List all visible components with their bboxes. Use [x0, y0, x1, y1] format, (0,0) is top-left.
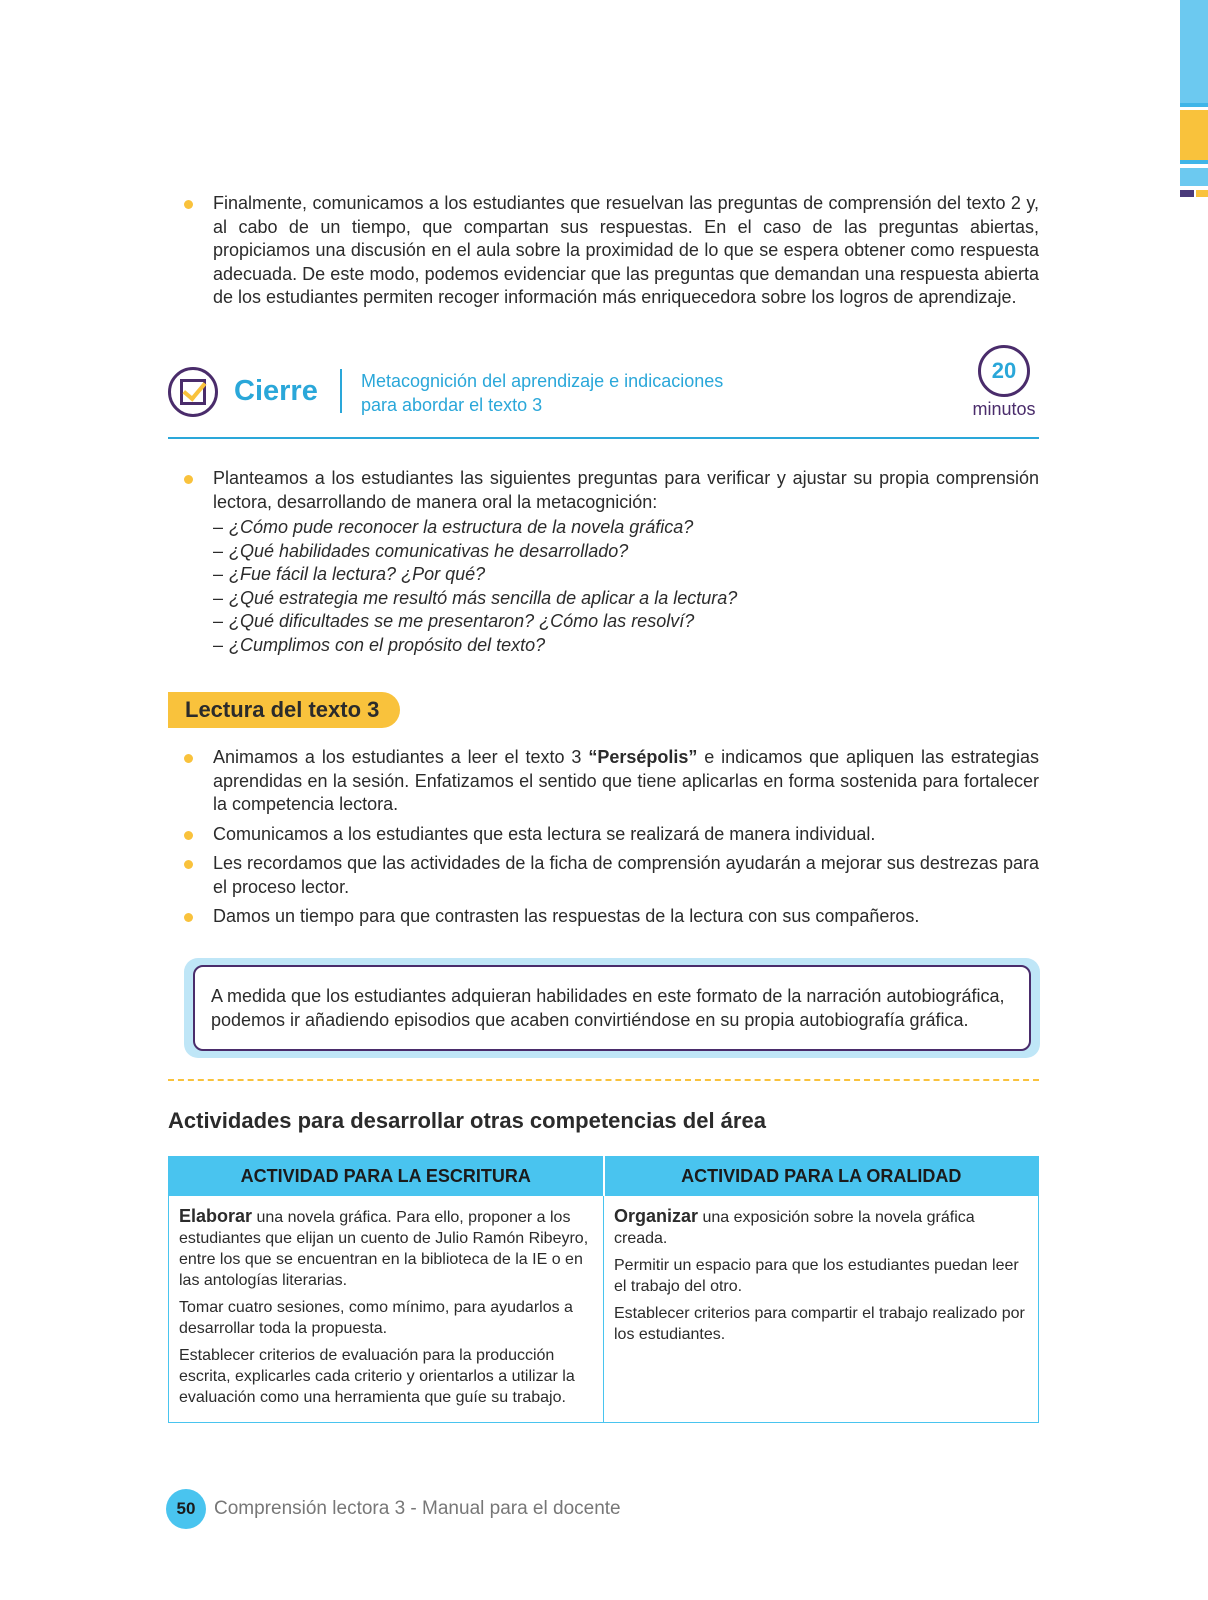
- intro-section: [168, 192, 1039, 316]
- table-cell-escritura: [169, 1196, 604, 1423]
- cierre-header: [168, 345, 1039, 441]
- cell-paragraph: Establecer criterios de evaluación para la producción escrita, explicarles cada criterio y orientarlos a utilizar la evaluación como una herramienta que guíe su trabajo.: [179, 1347, 575, 1406]
- text-title: “Persépolis”: [588, 747, 698, 767]
- table-row: [169, 1196, 1039, 1423]
- edge-tab-blue: [1180, 168, 1208, 186]
- timer: [969, 345, 1039, 420]
- question-item: – ¿Qué dificultades se me presentaron? ¿Cómo las resolví?: [213, 611, 695, 631]
- cierre-subtitle: [361, 369, 723, 417]
- cierre-title: Cierre: [234, 375, 318, 407]
- page-number: 50: [166, 1489, 206, 1529]
- intro-paragraph: Finalmente, comunicamos a los estudiantes que resuelvan las preguntas de comprensión del texto 2 y, al cabo de un tiempo, que compartan sus respuestas. En el caso de las preguntas abiertas, propiciamos una discusión en el aula sobre la proximidad de lo que se espera obtener como respuesta adecuada. De este modo, podemos evidenciar que las preguntas que demandan una respuesta abierta de los estudiantes permiten recoger información más enriquecedora sobre los logros de aprendizaje.: [168, 192, 1039, 310]
- cierre-underline: [168, 437, 1039, 439]
- intro-list: [168, 192, 1039, 310]
- edge-stripe: [1180, 103, 1208, 107]
- lectura-item: Les recordamos que las actividades de la ficha de comprensión ayudarán a mejorar sus destrezas para el proceso lector.: [168, 852, 1039, 899]
- cell-paragraph: Permitir un espacio para que los estudiantes puedan leer el trabajo del otro.: [614, 1257, 1019, 1295]
- table-header-cell: ACTIVIDAD PARA LA ORALIDAD: [604, 1157, 1039, 1196]
- cell-paragraph: Elaborar una novela gráfica. Para ello, proponer a los estudiantes que elijan un cuento de Julio Ramón Ribeyro, entre los que se encuentran en la biblioteca de la IE o en las antologías literarias.: [179, 1206, 589, 1289]
- cierre-subtitle-line: Metacognición del aprendizaje e indicaciones: [361, 371, 724, 391]
- lectura-item: Damos un tiempo para que contrasten las respuestas de la lectura con sus compañeros.: [168, 905, 1039, 929]
- lectura-section: [168, 746, 1039, 935]
- question-list: [213, 516, 1039, 657]
- edge-tab-blue: [1180, 0, 1208, 103]
- table-header-cell: ACTIVIDAD PARA LA ESCRITURA: [169, 1157, 604, 1196]
- timer-value: 20: [991, 358, 1017, 383]
- cell-paragraph: Tomar cuatro sesiones, como mínimo, para ayudarlos a desarrollar toda la propuesta.: [179, 1299, 573, 1337]
- timer-icon: [978, 345, 1030, 397]
- cierre-section: [168, 467, 1039, 663]
- edge-stripe: [1180, 160, 1208, 164]
- activities-table: [168, 1156, 1039, 1423]
- question-item: – ¿Qué estrategia me resultó más sencilla de aplicar a la lectura?: [213, 587, 738, 608]
- dashed-divider: [168, 1079, 1039, 1081]
- cell-paragraph: Organizar una exposición sobre la novela gráfica creada.: [614, 1206, 975, 1247]
- question-item: – ¿Fue fácil la lectura? ¿Por qué?: [213, 564, 486, 584]
- footer-title: Comprensión lectora 3 - Manual para el docente: [214, 1498, 621, 1519]
- checkbox-icon: [168, 367, 218, 417]
- cell-paragraph: Establecer criterios para compartir el trabajo realizado por los estudiantes.: [614, 1305, 1025, 1343]
- question-item: – ¿Cómo pude reconocer la estructura de la novela gráfica?: [213, 517, 694, 537]
- timer-label: minutos: [972, 399, 1036, 419]
- note-text: A medida que los estudiantes adquieran habilidades en este formato de la narración autobiográfica, podemos ir añadiendo episodios que acaben convirtiéndose en su propia autobiografía gráfica.: [193, 965, 1031, 1051]
- edge-mark-yellow: [1196, 190, 1208, 197]
- question-item: – ¿Qué habilidades comunicativas he desarrollado?: [213, 540, 629, 561]
- lectura-item: Comunicamos a los estudiantes que esta lectura se realizará de manera individual.: [168, 823, 1039, 847]
- activities-title: Actividades para desarrollar otras competencias del área: [168, 1108, 766, 1133]
- cierre-list: [168, 467, 1039, 657]
- cierre-subtitle-line: para abordar el texto 3: [361, 395, 543, 415]
- edge-tab-yellow: [1180, 110, 1208, 160]
- edge-mark-purple: [1180, 190, 1194, 197]
- lectura-heading: Lectura del texto 3: [168, 692, 400, 728]
- question-item: – ¿Cumplimos con el propósito del texto?: [213, 634, 546, 655]
- note-box: [184, 958, 1040, 1058]
- table-header-row: [169, 1157, 1039, 1196]
- cierre-intro-text: Planteamos a los estudiantes las siguientes preguntas para verificar y ajustar su propia comprensión lectora, desarrollando de manera oral la metacognición:: [213, 468, 1039, 512]
- lectura-item: Animamos a los estudiantes a leer el texto 3 “Persépolis” e indicamos que apliquen las estrategias aprendidas en la sesión. Enfatizamos el sentido que tiene aplicarlas en forma sostenida para fortalecer la competencia lectora.: [168, 746, 1039, 817]
- lectura-list: [168, 746, 1039, 929]
- cierre-intro: [168, 467, 1039, 657]
- cierre-divider: [340, 369, 342, 413]
- table-cell-oralidad: [604, 1196, 1039, 1423]
